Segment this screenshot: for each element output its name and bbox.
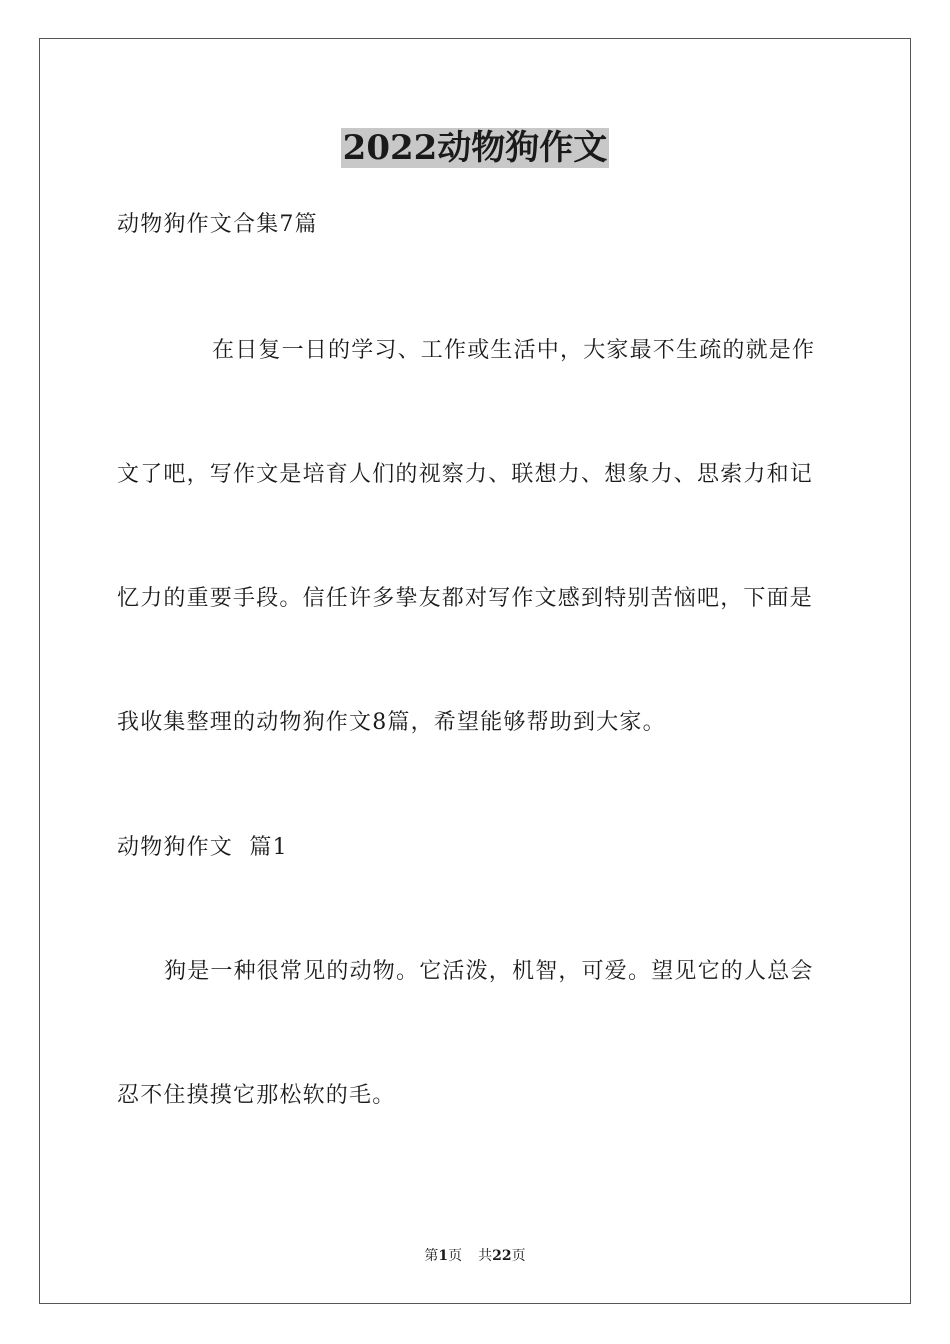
intro-line-3: 忆力的重要手段。信任许多挚友都对写作文感到特别苦恼吧，下面是 (117, 586, 814, 611)
footer-total-unit: 页 (511, 1248, 526, 1264)
document-title (0, 126, 950, 170)
section-heading: 动物狗作文 篇1 (117, 835, 288, 860)
section-line-1: 狗是一种很常见的动物。它活泼，机智，可爱。望见它的人总会 (164, 959, 814, 984)
intro-line-1: 在日复一日的学习、工作或生活中，大家最不生疏的就是作 (212, 338, 816, 363)
footer-total-pages: 22 (492, 1248, 512, 1264)
footer-page-number: 1 (438, 1248, 449, 1264)
footer-page-prefix: 第 (424, 1248, 439, 1264)
page-footer (0, 1246, 950, 1266)
footer-page-unit: 页 (448, 1248, 463, 1264)
intro-line-4: 我收集整理的动物狗作文8篇，希望能够帮助到大家。 (117, 710, 666, 735)
section-line-2: 忍不住摸摸它那松软的毛。 (117, 1083, 396, 1108)
footer-total-prefix: 共 (478, 1248, 493, 1264)
intro-line-2: 文了吧，写作文是培育人们的视察力、联想力、想象力、思索力和记 (117, 462, 814, 487)
document-subtitle: 动物狗作文合集7篇 (117, 212, 318, 237)
document-title-text: 2022动物狗作文 (342, 128, 608, 168)
